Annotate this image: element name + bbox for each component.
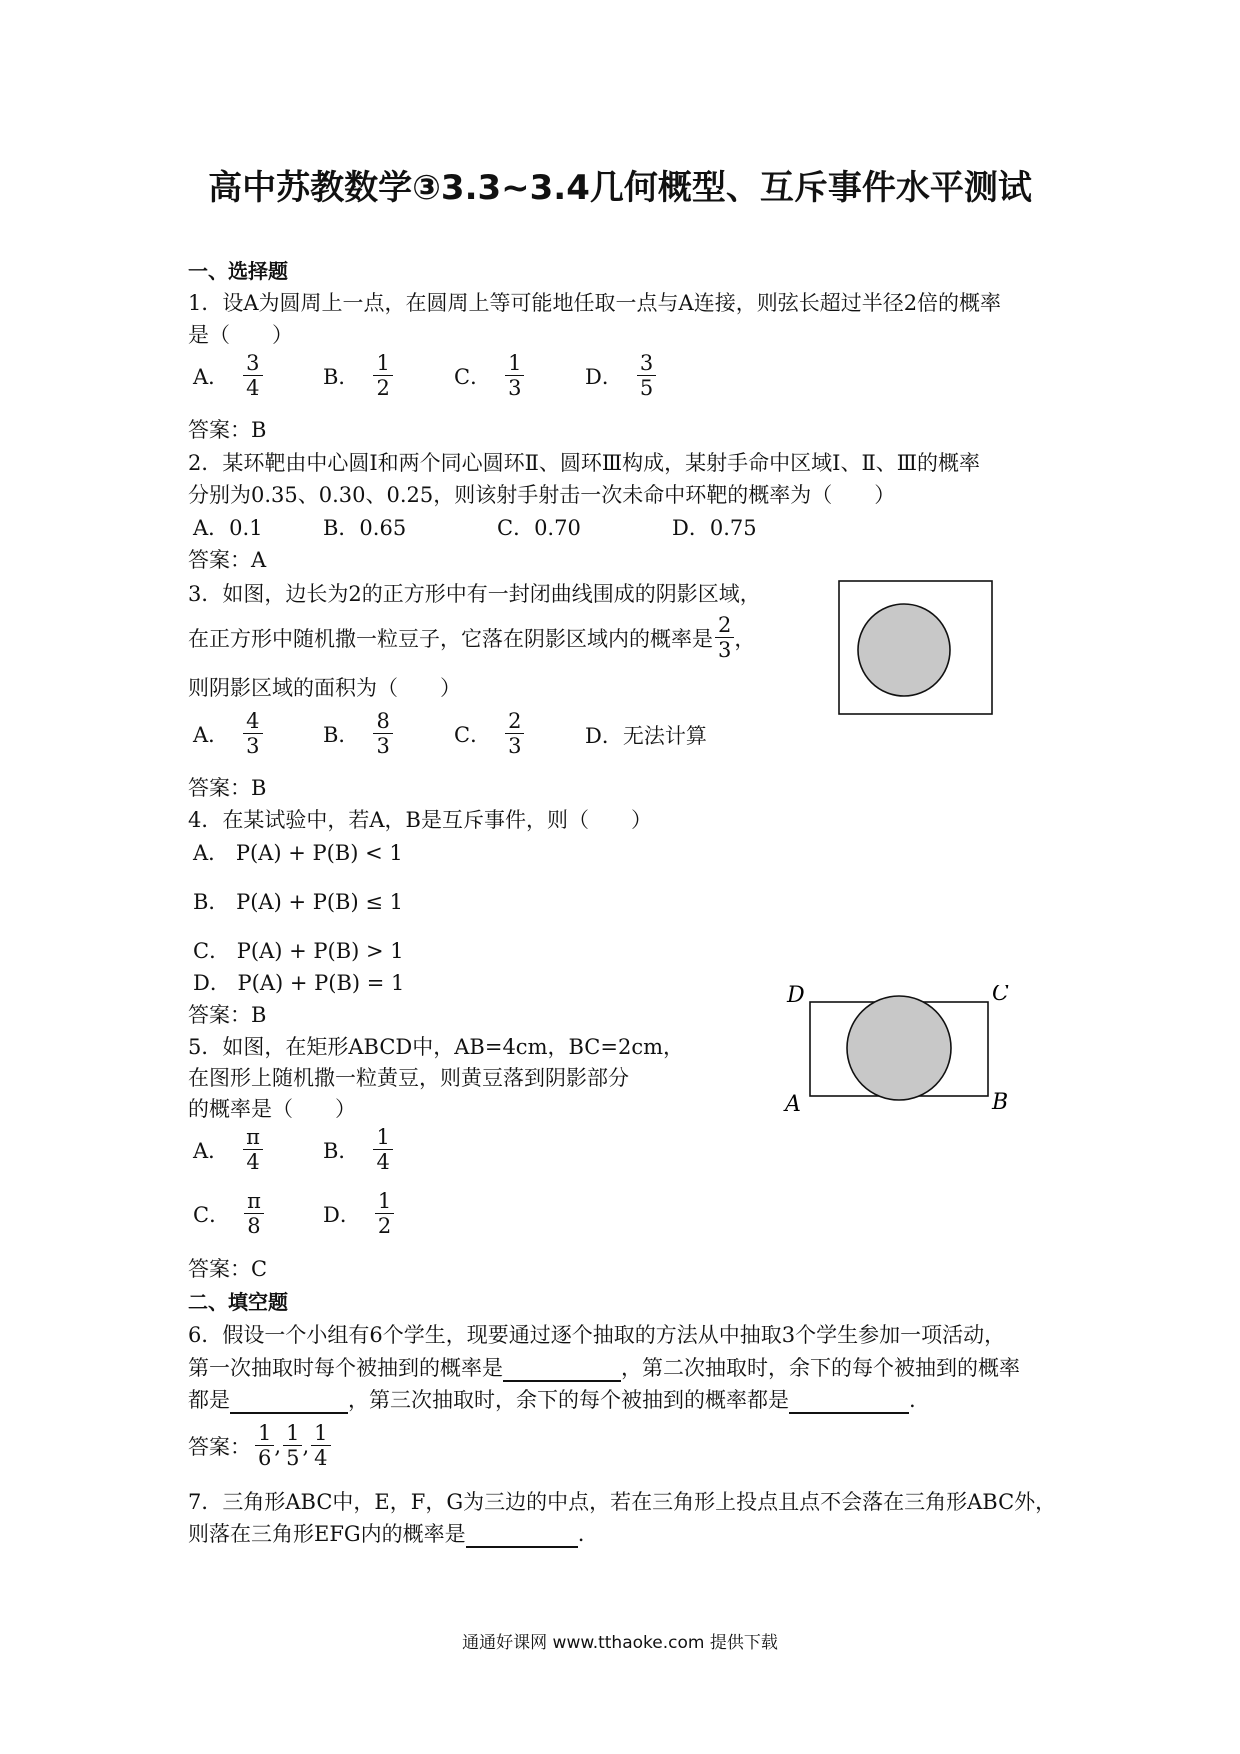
frac-den: 5 — [639, 376, 654, 401]
q1-option-b — [323, 352, 393, 399]
q3-stem-line2 — [188, 614, 755, 661]
frac-den: 3 — [246, 734, 260, 759]
q7-stem-line2 — [188, 1518, 584, 1548]
vertex-d-label: D — [787, 985, 805, 1008]
option-label: C． — [454, 722, 492, 747]
option-fraction — [244, 1190, 264, 1237]
q4-option-c: C． P(A) + P(B) > 1 — [193, 939, 404, 963]
q7-stem-line1: 7．三角形ABC中，E，F，G为三边的中点，若在三角形上投点且点不会落在三角形ABC外， — [188, 1490, 1057, 1514]
option-fraction — [505, 352, 524, 399]
q2-stem-line1: 2．某环靶由中心圆Ⅰ和两个同心圆环Ⅱ、圆环Ⅲ构成，某射手命中区域Ⅰ、Ⅱ、Ⅲ的概率 — [188, 451, 980, 475]
q4-option-b: B． P(A) + P(B) ≤ 1 — [193, 890, 403, 914]
q6-text-d: ，第三次抽取时，余下的每个被抽到的概率都是 — [348, 1388, 789, 1412]
option-fraction — [373, 710, 392, 757]
q2-option-c: C．0.70 — [497, 516, 581, 540]
frac-den: 3 — [508, 376, 522, 401]
frac-num: 3 — [243, 352, 262, 376]
frac-den: 8 — [247, 1214, 261, 1239]
vertex-a-label: A — [785, 1092, 801, 1117]
q3-option-a — [193, 710, 263, 757]
section-fill-heading: 二、填空题 — [188, 1290, 288, 1314]
answer-label: 答案： — [188, 1434, 251, 1459]
q6-stem-line2 — [188, 1352, 1020, 1382]
q5-rectangle-figure — [780, 985, 1030, 1120]
frac-den: 5 — [286, 1446, 300, 1471]
option-label: A． — [193, 1138, 230, 1163]
q2-option-a: A．0.1 — [193, 516, 263, 540]
frac-num: 3 — [637, 352, 656, 376]
section-choice-heading: 一、选择题 — [188, 259, 288, 283]
frac-den: 3 — [718, 638, 732, 663]
option-label: B． — [323, 722, 360, 747]
q5-stem-line1: 5．如图，在矩形ABCD中，AB=4cm，BC=2cm， — [188, 1035, 685, 1059]
q5-answer: 答案：C — [188, 1257, 268, 1281]
frac-num: 1 — [505, 352, 524, 376]
q2-stem-line2: 分别为0.35、0.30、0.25，则该射手射击一次未命中环靶的概率为（ ） — [188, 483, 896, 507]
option-label: B． — [323, 364, 360, 389]
q1-option-a — [193, 352, 263, 399]
q3-stem-comma: ， — [734, 626, 756, 651]
q1-option-d — [585, 352, 656, 399]
q1-stem-line2: 是（ ） — [188, 323, 293, 347]
option-label: A． — [193, 722, 230, 747]
q5-stem-line3: 的概率是（ ） — [188, 1097, 356, 1121]
q6-blank-2[interactable] — [230, 1390, 348, 1414]
q3-stem-text: 在正方形中随机撒一粒豆子，它落在阴影区域内的概率是 — [188, 626, 713, 651]
q6-blank-1[interactable] — [503, 1358, 621, 1382]
q6-stem-line3 — [188, 1384, 916, 1414]
q4-stem: 4．在某试验中，若A，B是互斥事件，则（ ） — [188, 808, 652, 832]
option-fraction — [637, 352, 656, 399]
q5-option-d — [323, 1190, 394, 1237]
q7-text-a: 则落在三角形EFG内的概率是 — [188, 1522, 466, 1546]
option-fraction — [243, 710, 262, 757]
q5-stem-line2: 在图形上随机撒一粒黄豆，则黄豆落到阴影部分 — [188, 1066, 629, 1090]
frac-num: π — [243, 1126, 263, 1150]
option-label: D． — [585, 364, 623, 389]
q1-answer: 答案：B — [188, 418, 267, 442]
q5-option-c — [193, 1190, 264, 1237]
vertex-c-label: C — [992, 985, 1009, 1006]
shaded-circle — [847, 996, 951, 1100]
frac-den: 4 — [246, 376, 260, 401]
q1-stem-line1: 1．设A为圆周上一点，在圆周上等可能地任取一点与A连接，则弦长超过半径2倍的概率 — [188, 291, 1002, 315]
q2-answer: 答案：A — [188, 548, 267, 572]
q3-square-figure — [838, 580, 994, 716]
q6-blank-3[interactable] — [789, 1390, 909, 1414]
option-fraction — [505, 710, 524, 757]
option-fraction — [243, 1126, 263, 1173]
q1-option-c — [454, 352, 524, 399]
frac-num: 1 — [373, 1126, 392, 1150]
q6-stem-line1: 6．假设一个小组有6个学生，现要通过逐个抽取的方法从中抽取3个学生参加一项活动， — [188, 1323, 1006, 1347]
q3-option-d: D．无法计算 — [585, 724, 707, 748]
q7-text-end: . — [577, 1522, 585, 1546]
q4-option-d: D． P(A) + P(B) = 1 — [193, 971, 405, 995]
option-fraction — [375, 1190, 394, 1237]
q4-option-a: A． P(A) + P(B) < 1 — [193, 841, 403, 865]
q6-text-a: 第一次抽取时每个被抽到的概率是 — [188, 1356, 503, 1380]
q5-option-b — [323, 1126, 393, 1173]
shaded-region — [858, 604, 950, 696]
option-label: A． — [193, 364, 230, 389]
frac-den: 2 — [377, 1214, 392, 1239]
q3-option-c — [454, 710, 524, 757]
answer-fraction-2 — [283, 1422, 302, 1469]
page-title: 高中苏教数学③3.3~3.4几何概型、互斥事件水平测试 — [208, 168, 1032, 208]
q2-option-d: D．0.75 — [672, 516, 757, 540]
q4-answer: 答案：B — [188, 1003, 267, 1027]
frac-den: 6 — [258, 1446, 272, 1471]
option-fraction — [243, 352, 262, 399]
q6-text-b: ，第二次抽取时，余下的每个被抽到的概率 — [621, 1356, 1020, 1380]
frac-den: 4 — [246, 1150, 260, 1175]
frac-num: 8 — [373, 710, 392, 734]
frac-num: 4 — [243, 710, 262, 734]
frac-den: 3 — [508, 734, 522, 759]
option-label: D． — [323, 1202, 361, 1227]
q2-option-b: B．0.65 — [323, 516, 407, 540]
frac-num: 1 — [373, 352, 392, 376]
q3-option-b — [323, 710, 393, 757]
answer-fraction-1 — [255, 1422, 274, 1469]
frac-num: 1 — [311, 1422, 330, 1446]
page-footer: 通通好课网 www.tthaoke.com 提供下载 — [462, 1633, 778, 1653]
q6-text-end: . — [909, 1388, 916, 1412]
vertex-b-label: B — [992, 1090, 1009, 1115]
q3-stem-line3: 则阴影区域的面积为（ ） — [188, 676, 461, 700]
frac-den: 2 — [376, 376, 390, 401]
q7-blank[interactable] — [466, 1524, 578, 1548]
option-fraction — [373, 352, 392, 399]
q5-option-a — [193, 1126, 263, 1173]
option-label: B． — [323, 1138, 360, 1163]
q6-answer: 答案： $\frac{1}{6}$ , $\frac{1}{5}$ , $\frac{1}{4}$ — [188, 1422, 331, 1469]
answer-fraction-3 — [311, 1422, 330, 1469]
option-label: C． — [193, 1202, 231, 1227]
frac-num: π — [244, 1190, 264, 1214]
frac-den: 4 — [314, 1446, 328, 1471]
frac-num: 1 — [283, 1422, 302, 1446]
q3-answer: 答案：B — [188, 776, 267, 800]
q3-stem-line1: 3．如图，边长为2的正方形中有一封闭曲线围成的阴影区域， — [188, 582, 761, 606]
frac-num: 2 — [505, 710, 524, 734]
frac-num: 1 — [375, 1190, 394, 1214]
option-label: C． — [454, 364, 492, 389]
option-fraction — [373, 1126, 392, 1173]
q3-probability-fraction — [715, 614, 734, 661]
frac-num: 1 — [255, 1422, 274, 1446]
frac-num: 2 — [715, 614, 734, 638]
frac-den: 4 — [376, 1150, 390, 1175]
q6-text-c: 都是 — [188, 1388, 230, 1412]
frac-den: 3 — [376, 734, 390, 759]
